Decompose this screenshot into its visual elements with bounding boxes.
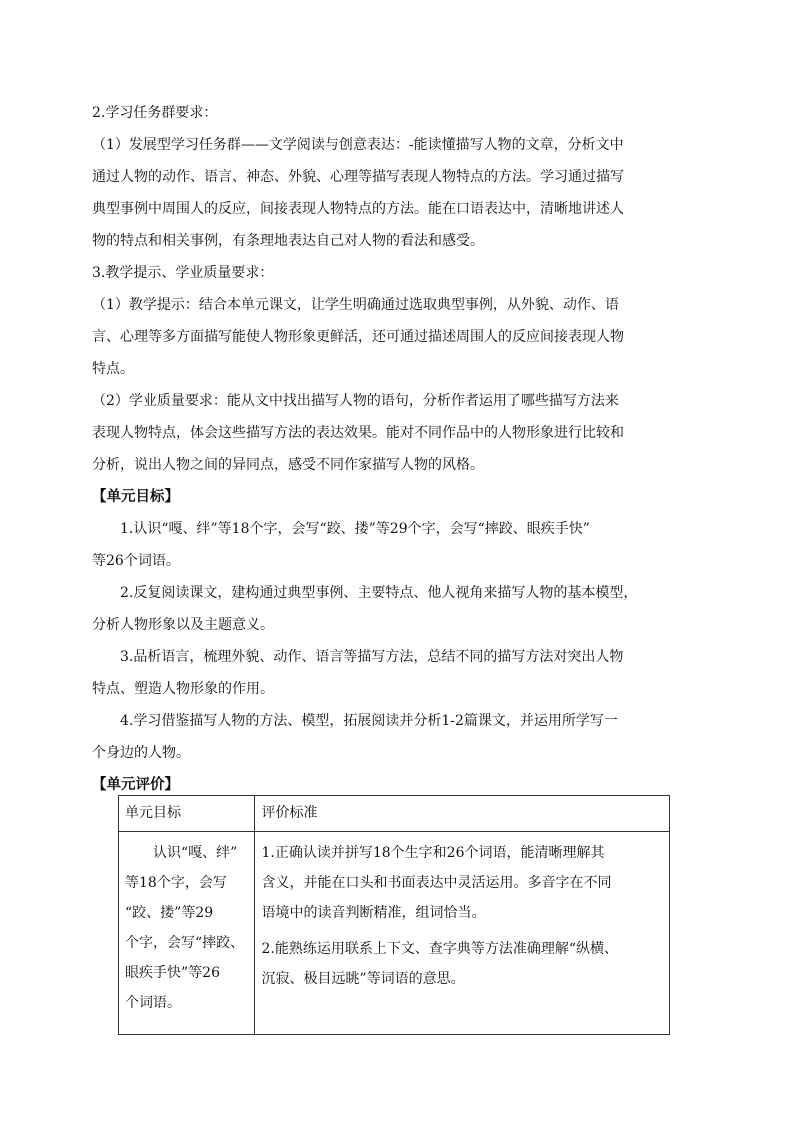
text-line: 等26个词语。 xyxy=(92,553,180,569)
paragraph-quality-requirements xyxy=(92,385,704,481)
table-row xyxy=(119,832,670,1035)
section-heading-teaching-tips: 3.教学提示、学业质量要求： xyxy=(92,265,274,281)
text-line: 言、心理等多方面描写能使人物形象更鲜活，还可通过描述周围人的反应间接表现人物 xyxy=(92,329,624,345)
text-line: 表现人物特点，体会这些描写方法的表达效果。能对不同作品中的人物形象进行比较和 xyxy=(92,425,624,441)
header-unit-goal: 单元目标 xyxy=(119,796,255,832)
unit-goals-heading: 【单元目标】 xyxy=(92,489,179,505)
cell-text-line: 沉寂、极目远眺”等词语的意思。 xyxy=(261,971,465,987)
cell-text-line: 语境中的读音判断精准，组词恰当。 xyxy=(261,905,486,921)
text-line: 特点。 xyxy=(92,361,134,377)
cell-text-line: 含义，并能在口头和书面表达中灵活运用。多音字在不同 xyxy=(261,875,612,891)
cell-evaluation-criteria xyxy=(255,832,670,1035)
text-line: 个身边的人物。 xyxy=(92,745,190,761)
cell-text-line: 2.能熟练运用联系上下文、查字典等方法准确理解“纵横、 xyxy=(261,941,618,957)
text-line: 1.认识“嘎、绊”等18个字，会写“跤、搂”等29个字，会写“摔跤、眼疾手快” xyxy=(120,521,590,537)
header-evaluation-criteria: 评价标准 xyxy=(255,796,670,832)
text-line: 分析人物形象以及主题意义。 xyxy=(92,617,274,633)
cell-text-line: “跤、搂”等29 xyxy=(125,905,214,921)
cell-text-line: 等18个字，会写 xyxy=(125,875,227,891)
cell-text-line: 认识“嘎、绊” xyxy=(153,845,238,861)
section-heading-learning-tasks: 2.学习任务群要求： xyxy=(92,105,218,121)
text-line: 3.品析语言，梳理外貌、动作、语言等描写方法，总结不同的描写方法对突出人物 xyxy=(120,649,624,665)
text-line: 典型事例中周围人的反应，间接表现人物特点的方法。能在口语表达中，清晰地讲述人 xyxy=(92,201,624,217)
unit-goal-3 xyxy=(92,641,704,705)
text-line: （1）发展型学习任务群——文学阅读与创意表达：-能读懂描写人物的文章，分析文中 xyxy=(92,137,624,153)
text-line: （1）教学提示：结合本单元课文，让学生明确通过选取典型事例，从外貌、动作、语 xyxy=(92,297,619,313)
text-line: 物的特点和相关事例，有条理地表达自己对人物的看法和感受。 xyxy=(92,233,484,249)
table-header-row xyxy=(119,796,670,832)
unit-goal-4 xyxy=(92,705,704,769)
text-line: 2.反复阅读课文，建构通过典型事例、主要特点、他人视角来描写人物的基本模型， xyxy=(120,585,638,601)
cell-text-line: 1.正确认读并拼写18个生字和26个词语，能清晰理解其 xyxy=(261,845,605,861)
document-body xyxy=(92,97,704,801)
paragraph-teaching-tips xyxy=(92,289,704,385)
text-line: （2）学业质量要求：能从文中找出描写人物的语句，分析作者运用了哪些描写方法来 xyxy=(92,393,619,409)
cell-text-line: 眼疾手快”等26 xyxy=(125,965,220,981)
unit-goal-1 xyxy=(92,513,704,577)
cell-text-line: 个词语。 xyxy=(125,995,181,1011)
text-line: 分析，说出人物之间的异同点，感受不同作家描写人物的风格。 xyxy=(92,457,484,473)
text-line: 通过人物的动作、语言、神态、外貌、心理等描写表现人物特点的方法。学习通过描写 xyxy=(92,169,624,185)
criteria-2 xyxy=(261,934,663,994)
unit-evaluation-table xyxy=(118,795,670,1035)
unit-goal-2 xyxy=(92,577,704,641)
cell-unit-goal xyxy=(119,832,255,1035)
criteria-1 xyxy=(261,838,663,928)
text-line: 4.学习借鉴描写人物的方法、模型，拓展阅读并分析1-2篇课文，并运用所学写一 xyxy=(120,713,618,729)
cell-text-line: 个字，会写“摔跤、 xyxy=(125,935,245,951)
unit-evaluation-heading: 【单元评价】 xyxy=(92,777,179,793)
paragraph-learning-task-group xyxy=(92,129,704,257)
text-line: 特点、塑造人物形象的作用。 xyxy=(92,681,274,697)
